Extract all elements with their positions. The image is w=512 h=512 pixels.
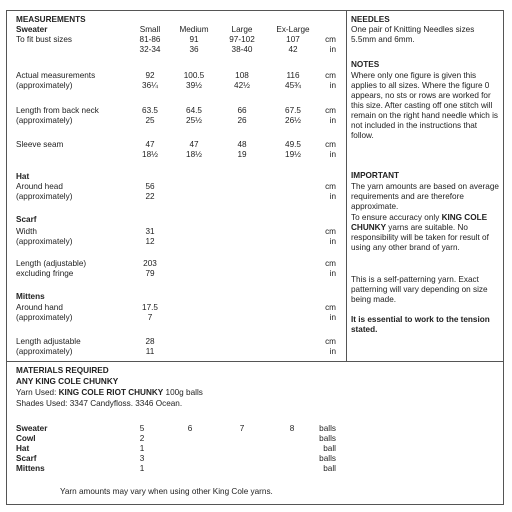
- shades-used: Shades Used: 3347 Candyfloss. 3346 Ocean.: [16, 399, 183, 408]
- cell: 25: [145, 116, 155, 125]
- cell: 107: [286, 35, 300, 44]
- cell: 17.5: [142, 303, 158, 312]
- cell: 67.5: [285, 106, 301, 115]
- important-p4: It is essential to work to the tension stated.: [351, 315, 490, 334]
- cell: 42: [288, 45, 298, 54]
- unit: in: [329, 192, 336, 201]
- cell: 42½: [234, 81, 250, 90]
- yarn-prefix: Yarn Used:: [16, 388, 59, 397]
- row-label: Actual measurements: [16, 71, 96, 80]
- cell: 2: [139, 434, 145, 443]
- unit: cm: [325, 259, 336, 268]
- notes-title: NOTES: [351, 60, 380, 69]
- cell: 116: [286, 71, 300, 80]
- row-label: excluding fringe: [16, 269, 74, 278]
- unit: balls: [319, 434, 336, 443]
- scarf-heading: Scarf: [16, 215, 37, 224]
- cell: 31: [145, 227, 155, 236]
- cell: 63.5: [142, 106, 158, 115]
- size-medium: Medium: [179, 25, 209, 34]
- unit: cm: [325, 106, 336, 115]
- size-ex-large: Ex-Large: [276, 25, 310, 34]
- cell: 7: [239, 424, 245, 433]
- row-label: (approximately): [16, 116, 73, 125]
- cell: 7: [147, 313, 153, 322]
- cell: 81-86: [139, 35, 161, 44]
- row-label: (approximately): [16, 192, 73, 201]
- cell: 19: [237, 150, 247, 159]
- unit: in: [329, 269, 336, 278]
- cell: 66: [237, 106, 247, 115]
- unit: balls: [319, 454, 336, 463]
- row-label: Hat: [16, 444, 30, 453]
- cell: 26: [237, 116, 247, 125]
- mittens-heading: Mittens: [16, 292, 45, 301]
- unit: cm: [325, 182, 336, 191]
- row-label: Length (adjustable): [16, 259, 87, 268]
- unit: in: [329, 116, 336, 125]
- unit: in: [329, 347, 336, 356]
- cell: 47: [145, 140, 155, 149]
- row-label: (approximately): [16, 81, 73, 90]
- important-p2-brand: KING COLE CHUNKY: [351, 213, 488, 232]
- materials-subtitle: ANY KING COLE CHUNKY: [16, 377, 119, 386]
- row-label: Around head: [16, 182, 63, 191]
- cell: 39½: [186, 81, 202, 90]
- cell: 32-34: [139, 45, 161, 54]
- cell: 49.5: [285, 140, 301, 149]
- row-label: Around hand: [16, 303, 63, 312]
- measurements-title: MEASUREMENTS: [16, 15, 86, 24]
- important-p1: The yarn amounts are based on average requirements and are therefore approximate.: [351, 182, 499, 211]
- unit: ball: [323, 444, 336, 453]
- unit: balls: [319, 424, 336, 433]
- hat-heading: Hat: [16, 172, 30, 181]
- cell: 48: [237, 140, 247, 149]
- cell: 36: [189, 45, 199, 54]
- cell: 1: [139, 464, 145, 473]
- column-divider: [346, 10, 347, 362]
- cell: 203: [143, 259, 157, 268]
- sweater-heading: Sweater: [16, 25, 48, 34]
- cell: 91: [189, 35, 199, 44]
- important-p2-text: To ensure accuracy only: [351, 213, 442, 222]
- cell: 79: [145, 269, 155, 278]
- unit: cm: [325, 140, 336, 149]
- row-label: Cowl: [16, 434, 36, 443]
- important-p2: [351, 213, 501, 253]
- unit: in: [329, 237, 336, 246]
- unit: in: [329, 150, 336, 159]
- unit: cm: [325, 35, 336, 44]
- cell: 47: [189, 140, 199, 149]
- unit: cm: [325, 71, 336, 80]
- cell: 28: [145, 337, 155, 346]
- unit: cm: [325, 227, 336, 236]
- cell: 100.5: [183, 71, 205, 80]
- cell: 5: [139, 424, 145, 433]
- row-label: Sweater: [16, 424, 48, 433]
- important-title: IMPORTANT: [351, 171, 400, 180]
- materials-title: MATERIALS REQUIRED: [16, 366, 109, 375]
- cell: 22: [145, 192, 155, 201]
- important-p2-text-end: yarns are suitable. No responsibility will be taken for result of using any other brand of yarn.: [351, 223, 489, 252]
- row-label: Length from back neck: [16, 106, 99, 115]
- notes-text: Where only one figure is given this applies to all sizes. Where the figure 0 appears, no sts or rows are worked for this size. After casting off one stitch will remain on the right hand needle which is not included in the instructions that follow.: [351, 71, 499, 140]
- cell: 12: [145, 237, 155, 246]
- needles-title: NEEDLES: [351, 15, 390, 24]
- yarn-suffix: 100g balls: [163, 388, 203, 397]
- row-label: (approximately): [16, 237, 73, 246]
- yarn-used: [16, 388, 203, 398]
- yarn-name: KING COLE RIOT CHUNKY: [58, 388, 164, 397]
- cell: 25½: [186, 116, 202, 125]
- row-label: To fit bust sizes: [16, 35, 72, 44]
- unit: in: [329, 81, 336, 90]
- cell: 18½: [186, 150, 202, 159]
- unit: cm: [325, 337, 336, 346]
- cell: 11: [145, 347, 155, 356]
- cell: 108: [235, 71, 249, 80]
- cell: 6: [187, 424, 193, 433]
- unit: ball: [323, 464, 336, 473]
- cell: 8: [289, 424, 295, 433]
- cell: 19½: [285, 150, 301, 159]
- needles-text: One pair of Knitting Needles sizes 5.5mm and 6mm.: [351, 25, 475, 44]
- cell: 56: [145, 182, 155, 191]
- cell: 92: [145, 71, 155, 80]
- unit: cm: [325, 303, 336, 312]
- row-label: Width: [16, 227, 37, 236]
- materials-footer: Yarn amounts may vary when using other King Cole yarns.: [60, 487, 273, 496]
- unit: in: [329, 45, 336, 54]
- cell: 3: [139, 454, 145, 463]
- row-label: (approximately): [16, 313, 73, 322]
- cell: 64.5: [186, 106, 202, 115]
- cell: 1: [139, 444, 145, 453]
- cell: 45¾: [285, 81, 301, 90]
- cell: 26½: [285, 116, 301, 125]
- row-label: (approximately): [16, 347, 73, 356]
- row-label: Mittens: [16, 464, 45, 473]
- important-p3: This is a self-patterning yarn. Exact patterning will vary depending on size being made.: [351, 275, 488, 304]
- cell: 36¼: [142, 81, 158, 90]
- unit: in: [329, 313, 336, 322]
- cell: 18½: [142, 150, 158, 159]
- size-large: Large: [231, 25, 253, 34]
- size-small: Small: [139, 25, 161, 34]
- row-label: Sleeve seam: [16, 140, 64, 149]
- section-divider: [6, 361, 504, 362]
- cell: 38-40: [231, 45, 253, 54]
- row-label: Length adjustable: [16, 337, 81, 346]
- row-label: Scarf: [16, 454, 37, 463]
- cell: 97-102: [229, 35, 255, 44]
